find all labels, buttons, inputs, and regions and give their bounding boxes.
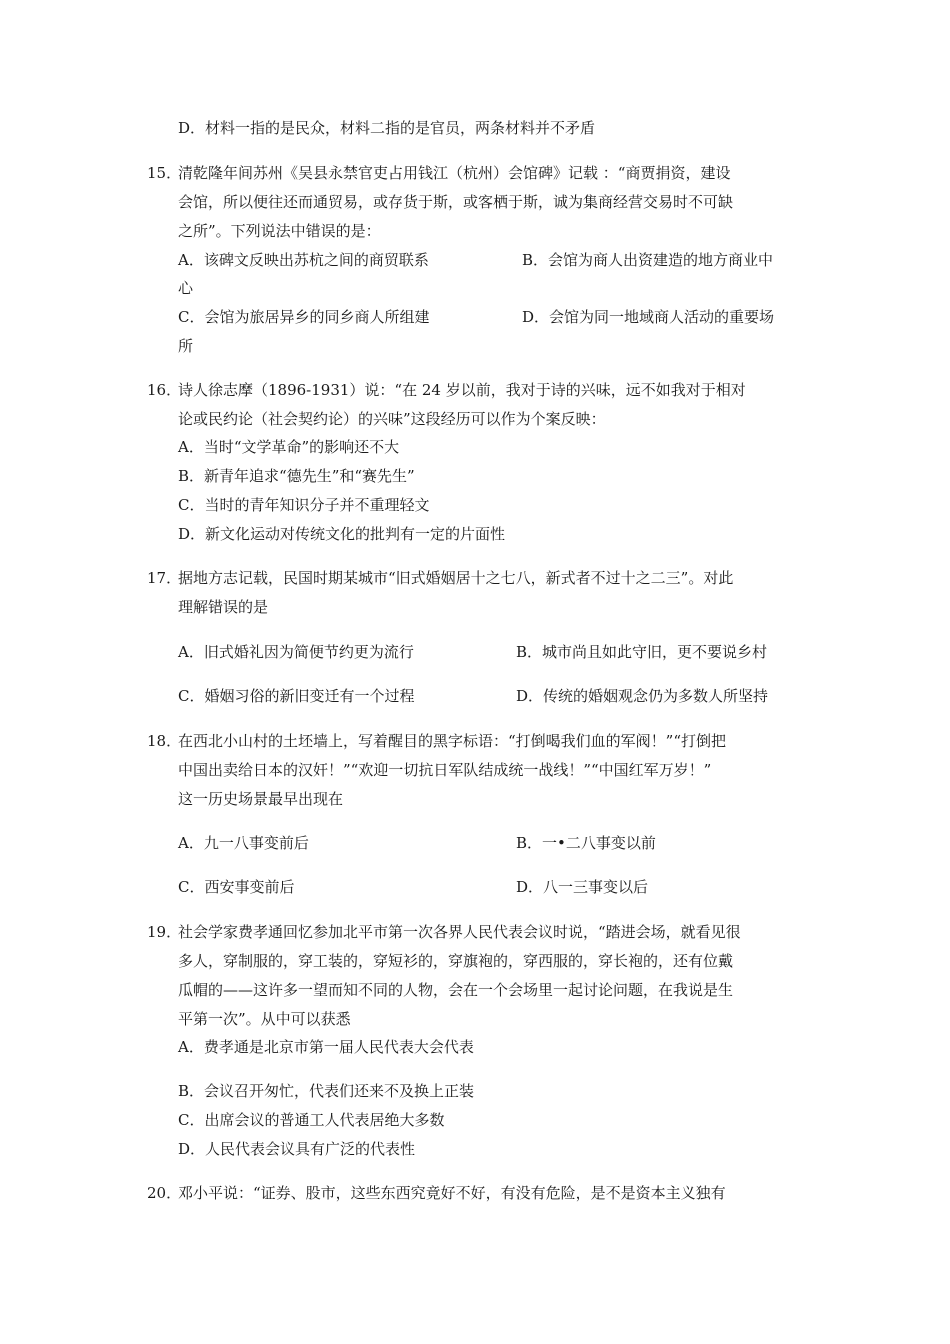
question-19-option-b: B．会议召开匆忙，代表们还来不及换上正装 <box>178 1082 475 1100</box>
question-19-stem-line-3: 瓜帽的——这许多一望而知不同的人物，会在一个会场里一起讨论问题，在我说是生 <box>178 981 734 999</box>
question-15-stem-line-3: 之所”。下列说法中错误的是： <box>178 222 381 240</box>
question-19-stem-line-4: 平第一次”。从中可以获悉 <box>178 1010 351 1028</box>
question-19-stem-line-1: 社会学家费孝通回忆参加北平市第一次各界人民代表会议时说，“踏进会场，就看见很 <box>178 923 741 941</box>
question-16-option-a: A．当时“文学革命”的影响还不大 <box>178 438 400 456</box>
question-17-option-a: A．旧式婚礼因为简便节约更为流行 <box>178 643 414 661</box>
question-16-option-c: C．当时的青年知识分子并不重理轻文 <box>178 496 430 514</box>
question-number-18: 18． <box>147 732 182 750</box>
question-number-17: 17． <box>147 569 182 587</box>
question-15-option-b: B．会馆为商人出资建造的地方商业中 <box>522 251 774 269</box>
question-19-option-a: A．费孝通是北京市第一届人民代表大会代表 <box>178 1038 474 1056</box>
question-18-stem-line-2: 中国出卖给日本的汉奸！”“欢迎一切抗日军队结成统一战线！”“中国红军万岁！” <box>178 761 712 779</box>
question-15-option-d-wrap: 所 <box>178 337 194 355</box>
question-18-stem-line-1: 在西北小山村的土坯墙上，写着醒目的黑字标语：“打倒喝我们血的军阀！”“打倒把 <box>178 732 727 750</box>
question-18-option-d: D．八一三事变以后 <box>516 878 649 896</box>
question-16-stem-line-2: 论或民约论（社会契约论）的兴味”这段经历可以作为个案反映： <box>178 410 606 428</box>
question-number-15: 15． <box>147 164 182 182</box>
question-15-stem-line-1: 清乾隆年间苏州《吴县永禁官吏占用钱江（杭州）会馆碑》记载 ：“商贾捐资，建设 <box>178 164 731 182</box>
question-20-stem-line-1: 邓小平说：“证券、股市，这些东西究竟好不好，有没有危险，是不是资本主义独有 <box>178 1184 726 1202</box>
question-19-stem-line-2: 多人，穿制服的，穿工装的，穿短衫的，穿旗袍的，穿西服的，穿长袍的，还有位戴 <box>178 952 734 970</box>
question-18-stem-line-3: 这一历史场景最早出现在 <box>178 790 344 808</box>
question-17-option-c: C．婚姻习俗的新旧变迁有一个过程 <box>178 687 415 705</box>
question-number-16: 16． <box>147 381 182 399</box>
question-18-option-c: C．西安事变前后 <box>178 878 295 896</box>
question-19-option-d: D．人民代表会议具有广泛的代表性 <box>178 1140 416 1158</box>
question-number-20: 20． <box>147 1184 182 1202</box>
question-17-stem-line-1: 据地方志记载，民国时期某城市“旧式婚姻居十之七八，新式者不过十之二三”。对此 <box>178 569 734 587</box>
question-16-option-b: B．新青年追求“德先生”和“赛先生” <box>178 467 415 485</box>
question-17-option-d: D．传统的婚姻观念仍为多数人所坚持 <box>516 687 769 705</box>
question-19-option-c: C．出席会议的普通工人代表居绝大多数 <box>178 1111 445 1129</box>
question-18-option-b: B．一•二八事变以前 <box>516 834 656 852</box>
question-18-option-a: A．九一八事变前后 <box>178 834 309 852</box>
question-17-stem-line-2: 理解错误的是 <box>178 598 269 616</box>
option-d-q14: D．材料一指的是民众，材料二指的是官员，两条材料并不矛盾 <box>178 119 596 137</box>
question-15-option-b-wrap: 心 <box>178 279 194 297</box>
question-17-option-b: B．城市尚且如此守旧，更不要说乡村 <box>516 643 768 661</box>
question-15-stem-line-2: 会馆，所以便往还而通贸易，或存货于斯，或客栖于斯，诚为集商经营交易时不可缺 <box>178 193 734 211</box>
question-number-19: 19． <box>147 923 182 941</box>
question-16-option-d: D．新文化运动对传统文化的批判有一定的片面性 <box>178 525 506 543</box>
question-16-stem-line-1: 诗人徐志摩（1896-1931）说：“在 24 岁以前，我对于诗的兴味，远不如我对于相对 <box>178 381 746 399</box>
question-15-option-a: A．该碑文反映出苏杭之间的商贸联系 <box>178 251 429 269</box>
question-15-option-d: D．会馆为同一地域商人活动的重要场 <box>522 308 775 326</box>
question-15-option-c: C．会馆为旅居异乡的同乡商人所组建 <box>178 308 430 326</box>
